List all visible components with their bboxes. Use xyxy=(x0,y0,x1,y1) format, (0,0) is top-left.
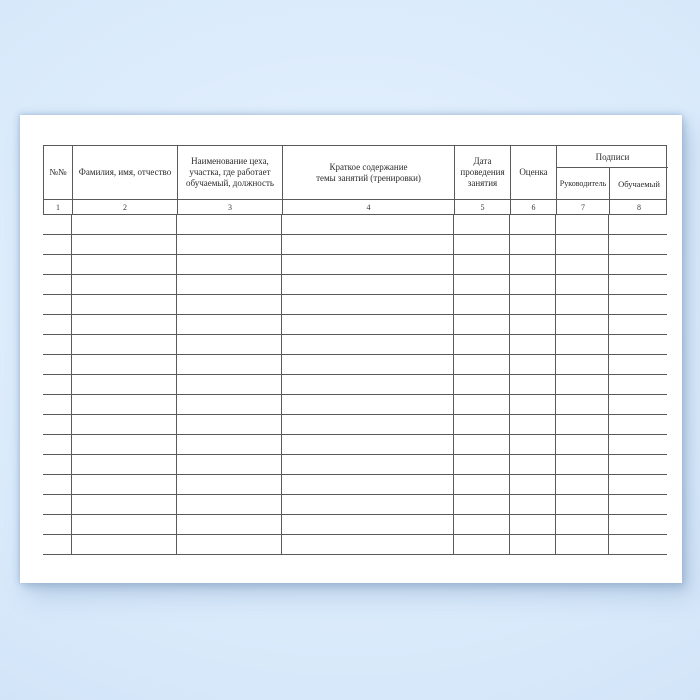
empty-cell xyxy=(43,275,71,294)
empty-cell xyxy=(555,215,608,234)
empty-cell xyxy=(608,435,667,454)
empty-cell xyxy=(71,375,176,394)
column-number: 1 xyxy=(56,202,60,212)
empty-cell xyxy=(71,295,176,314)
header-label: №№ xyxy=(49,167,67,177)
empty-cell xyxy=(71,535,176,554)
column-number: 6 xyxy=(510,200,556,214)
header-label: проведения xyxy=(460,167,505,177)
empty-cell xyxy=(555,495,608,514)
empty-cell xyxy=(71,455,176,474)
empty-cell xyxy=(176,355,281,374)
empty-cell xyxy=(509,235,555,254)
column-number: 3 xyxy=(177,200,282,214)
empty-cell xyxy=(608,235,667,254)
empty-cell xyxy=(43,475,71,494)
empty-cell xyxy=(71,355,176,374)
header-cell-supervisor xyxy=(556,168,609,199)
empty-cell xyxy=(509,455,555,474)
empty-cell xyxy=(176,395,281,414)
empty-cell xyxy=(281,255,453,274)
empty-cell xyxy=(608,375,667,394)
header-label: Подписи xyxy=(595,151,630,162)
header-label: Дата xyxy=(473,156,492,166)
header-cell-name xyxy=(72,146,177,199)
header-cell-trainee xyxy=(609,168,668,199)
empty-cell xyxy=(281,415,453,434)
empty-cell xyxy=(555,235,608,254)
empty-cell xyxy=(509,215,555,234)
empty-cell xyxy=(509,515,555,534)
empty-cell xyxy=(453,275,509,294)
table-row xyxy=(43,315,667,335)
table-row xyxy=(43,455,667,475)
empty-cell xyxy=(176,335,281,354)
empty-cell xyxy=(281,535,453,554)
empty-cell xyxy=(453,235,509,254)
table-row xyxy=(43,435,667,455)
empty-cell xyxy=(555,275,608,294)
table-row xyxy=(43,535,667,555)
empty-cell xyxy=(453,395,509,414)
table-row xyxy=(43,235,667,255)
empty-cell xyxy=(453,375,509,394)
empty-cell xyxy=(509,495,555,514)
empty-cell xyxy=(43,455,71,474)
empty-cell xyxy=(176,295,281,314)
empty-cell xyxy=(453,455,509,474)
empty-cell xyxy=(71,275,176,294)
table-row xyxy=(43,215,667,235)
header-label: занятия xyxy=(467,178,498,188)
empty-cell xyxy=(509,255,555,274)
table-row xyxy=(43,375,667,395)
empty-cell xyxy=(176,535,281,554)
empty-cell xyxy=(453,535,509,554)
header-label: Обучаемый xyxy=(618,178,660,189)
empty-cell xyxy=(71,215,176,234)
empty-cell xyxy=(43,495,71,514)
empty-cell xyxy=(608,395,667,414)
table-row xyxy=(43,475,667,495)
empty-cell xyxy=(453,355,509,374)
empty-cell xyxy=(608,275,667,294)
column-number: 2 xyxy=(72,200,177,214)
table-row xyxy=(43,495,667,515)
empty-cell xyxy=(43,355,71,374)
empty-cell xyxy=(176,475,281,494)
empty-cell xyxy=(43,295,71,314)
empty-cell xyxy=(453,495,509,514)
form-sheet xyxy=(20,115,682,583)
table-row xyxy=(43,395,667,415)
header-label: Краткое содержание xyxy=(329,161,408,172)
empty-cell xyxy=(555,375,608,394)
empty-cell xyxy=(43,535,71,554)
empty-cell xyxy=(453,335,509,354)
empty-cell xyxy=(555,535,608,554)
empty-cell xyxy=(71,415,176,434)
empty-cell xyxy=(176,495,281,514)
empty-cell xyxy=(43,435,71,454)
empty-cell xyxy=(281,455,453,474)
empty-cell xyxy=(43,415,71,434)
empty-cell xyxy=(608,295,667,314)
empty-cell xyxy=(608,455,667,474)
column-number-row xyxy=(43,199,667,215)
empty-cell xyxy=(176,435,281,454)
empty-cell xyxy=(281,275,453,294)
training-log-table xyxy=(43,145,667,555)
empty-cell xyxy=(281,475,453,494)
empty-cell xyxy=(43,335,71,354)
empty-cell xyxy=(555,295,608,314)
empty-cell xyxy=(509,355,555,374)
empty-cell xyxy=(608,215,667,234)
empty-cell xyxy=(71,315,176,334)
empty-cell xyxy=(509,415,555,434)
empty-cell xyxy=(453,475,509,494)
empty-cell xyxy=(509,435,555,454)
empty-cell xyxy=(453,215,509,234)
empty-cell xyxy=(176,455,281,474)
empty-cell xyxy=(555,255,608,274)
empty-cell xyxy=(453,315,509,334)
empty-cell xyxy=(453,515,509,534)
empty-cell xyxy=(453,255,509,274)
empty-cell xyxy=(176,275,281,294)
header-cell-grade xyxy=(510,146,556,199)
column-number: 5 xyxy=(454,200,510,214)
table-row xyxy=(43,415,667,435)
empty-cell xyxy=(608,255,667,274)
empty-cell xyxy=(608,315,667,334)
empty-cell xyxy=(555,435,608,454)
empty-cell xyxy=(281,515,453,534)
empty-cell xyxy=(555,395,608,414)
empty-cell xyxy=(453,415,509,434)
empty-cell xyxy=(555,415,608,434)
empty-cell xyxy=(71,335,176,354)
empty-cell xyxy=(608,495,667,514)
empty-cell xyxy=(453,435,509,454)
empty-cell xyxy=(555,515,608,534)
empty-cell xyxy=(509,535,555,554)
empty-cell xyxy=(281,395,453,414)
empty-cell xyxy=(509,295,555,314)
header-cell-topic xyxy=(282,146,454,199)
empty-cell xyxy=(176,515,281,534)
header-label: Наименование цеха, xyxy=(191,156,269,166)
table-body xyxy=(43,215,667,555)
empty-cell xyxy=(509,315,555,334)
column-number: 4 xyxy=(282,200,454,214)
empty-cell xyxy=(281,295,453,314)
empty-cell xyxy=(281,335,453,354)
empty-cell xyxy=(43,375,71,394)
column-number: 7 xyxy=(556,200,609,214)
header-cell-date xyxy=(454,146,510,199)
empty-cell xyxy=(176,315,281,334)
header-label: Фамилия, имя, отчество xyxy=(78,167,172,177)
empty-cell xyxy=(281,375,453,394)
empty-cell xyxy=(281,235,453,254)
empty-cell xyxy=(608,355,667,374)
table-row xyxy=(43,255,667,275)
table-row xyxy=(43,355,667,375)
empty-cell xyxy=(555,355,608,374)
empty-cell xyxy=(555,475,608,494)
empty-cell xyxy=(453,295,509,314)
empty-cell xyxy=(176,235,281,254)
empty-cell xyxy=(608,415,667,434)
empty-cell xyxy=(71,435,176,454)
empty-cell xyxy=(555,455,608,474)
table-header xyxy=(43,145,667,199)
empty-cell xyxy=(176,215,281,234)
table-row xyxy=(43,335,667,355)
empty-cell xyxy=(71,475,176,494)
empty-cell xyxy=(43,255,71,274)
empty-cell xyxy=(71,235,176,254)
empty-cell xyxy=(71,515,176,534)
header-label: участка, где работает xyxy=(189,167,271,177)
empty-cell xyxy=(555,335,608,354)
header-label: обучаемый, должность xyxy=(185,178,275,188)
empty-cell xyxy=(608,535,667,554)
empty-cell xyxy=(176,255,281,274)
header-group-signatures xyxy=(556,146,668,168)
empty-cell xyxy=(43,395,71,414)
empty-cell xyxy=(71,255,176,274)
table-row xyxy=(43,295,667,315)
table-row xyxy=(43,515,667,535)
empty-cell xyxy=(43,515,71,534)
empty-cell xyxy=(608,515,667,534)
header-cell-workplace xyxy=(177,146,282,199)
empty-cell xyxy=(281,355,453,374)
header-label: темы занятий (тренировки) xyxy=(316,172,421,183)
empty-cell xyxy=(176,415,281,434)
empty-cell xyxy=(281,495,453,514)
empty-cell xyxy=(43,215,71,234)
empty-cell xyxy=(509,395,555,414)
empty-cell xyxy=(509,475,555,494)
empty-cell xyxy=(509,375,555,394)
header-label: Оценка xyxy=(519,167,548,177)
empty-cell xyxy=(608,475,667,494)
empty-cell xyxy=(281,315,453,334)
empty-cell xyxy=(71,495,176,514)
empty-cell xyxy=(43,235,71,254)
empty-cell xyxy=(176,375,281,394)
empty-cell xyxy=(608,335,667,354)
empty-cell xyxy=(281,435,453,454)
header-cell-number xyxy=(44,146,72,199)
empty-cell xyxy=(71,395,176,414)
empty-cell xyxy=(555,315,608,334)
empty-cell xyxy=(281,215,453,234)
header-label: Руководитель xyxy=(559,179,607,188)
empty-cell xyxy=(509,275,555,294)
table-row xyxy=(43,275,667,295)
column-number: 8 xyxy=(609,200,668,214)
empty-cell xyxy=(509,335,555,354)
empty-cell xyxy=(43,315,71,334)
